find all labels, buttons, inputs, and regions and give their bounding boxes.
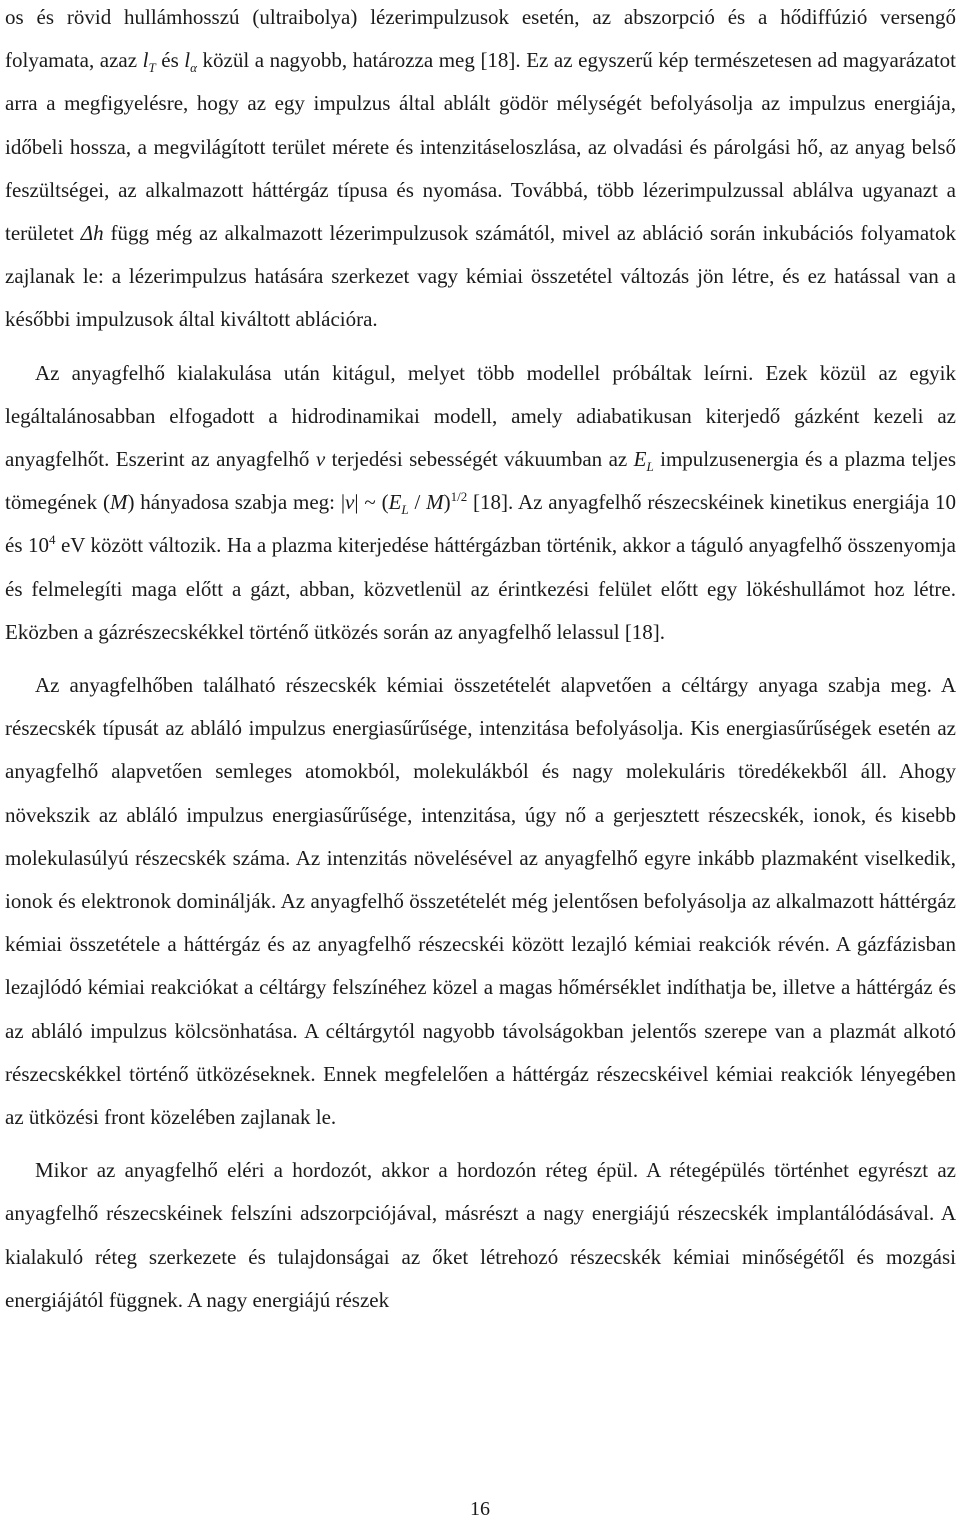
text-run: | ~ ( <box>354 490 389 515</box>
text-run: eV között változik. Ha a plazma kiterjedése háttérgázban történik, akkor a táguló anyagfelhő összenyomja és felmelegíti maga előtt a gázt, abban, közvetlenül az érintkezési felület előtt egy lökéshullámot hoz létre. Eközben a gázrészecskékkel történő ütközés során az anyagfelhő lelassul [18]. <box>5 533 956 644</box>
text-run: függ még az alkalmazott lézerimpulzusok számától, mivel az abláció során inkubációs folyamatok zajlanak le: a lézerimpulzus hatására szerkezet vagy kémiai összetétel változás jön létre, és ez hatással van a későbbi impulzusok által kiváltott ablációra. <box>5 221 957 332</box>
text-run: E <box>388 490 402 515</box>
text-run: Δh <box>80 221 104 246</box>
text-run: Az anyagfelhő kialakulása után kitágul, melyet több modellel próbáltak leírni. Ezek közül az egyik legáltalánosabban elfogadott a hidrodinamikai modell, amely adiabatikusan kiterjedő gázként kezeli az anyagfelhőt. Eszerint az anyagfelhő <box>5 360 956 472</box>
text-run: v <box>315 447 326 472</box>
text-run: M <box>426 490 444 515</box>
text-run: 4 <box>48 532 56 548</box>
text-run: L <box>401 502 409 518</box>
text-run: l <box>184 48 191 73</box>
text-run: ) <box>443 490 451 515</box>
text-run: α <box>190 60 197 76</box>
text-run: T <box>148 60 156 76</box>
text-run: L <box>646 459 654 475</box>
text-run: ) hányadosa szabja meg: | <box>127 490 346 515</box>
text-run: terjedési sebességét vákuumban az <box>325 447 634 472</box>
text-run: / <box>408 490 427 515</box>
text-run: közül a nagyobb, határozza meg [18]. Ez az egyszerű kép természetesen ad magyarázatot arra a megfigyelésre, hogy az egy impulzus által ablált gödör mélységét befolyásolja az impulzus energiája, időbeli hossza, a megvilágított terület mérete és intenzitáseloszlása, az olvadási és párolgási hő, az anyag belső feszültségei, az alkalmazott háttérgáz típusa és nyomása. Továbbá, több lézerimpulzussal ablálva ugyanazt a területet <box>5 48 956 246</box>
text-run: Mikor az anyagfelhő eléri a hordozót, akkor a hordozón réteg épül. A rétegépülés történhet egyrészt az anyagfelhő részecskéinek felszíni adszorpciójával, másrészt a nagy energiájú részecskék implantálódásával. A kialakuló réteg szerkezete és tulajdonságai az őket létrehozó részecskék kémiai minőségétől és mozgási energiájától függnek. A nagy energiájú részek <box>5 1158 956 1312</box>
page-number: 16 <box>470 1498 490 1520</box>
text-run: impulzusenergia és a plazma teljes tömegének ( <box>5 447 956 515</box>
text-run: [18]. Az anyagfelhő részecskéinek kinetikus energiája 10 és 10 <box>5 490 956 558</box>
text-run: l <box>142 48 149 73</box>
text-run: M <box>109 490 128 515</box>
text-run: os és rövid hullámhosszú (ultraibolya) lézerimpulzusok esetén, az abszorpció és a hődiffúzió versengő folyamata, azaz <box>5 5 956 73</box>
paragraph-4 <box>5 1149 956 1322</box>
text-run: 1/2 <box>450 489 468 505</box>
paragraph-1 <box>5 0 956 342</box>
paragraph-2 <box>5 352 956 654</box>
body-text <box>5 0 956 1322</box>
paragraph-3 <box>5 664 956 1139</box>
text-run: Az anyagfelhőben található részecskék kémiai összetételét alapvetően a céltárgy anyaga szabja meg. A részecskék típusát az abláló impulzus energiasűrűsége, intenzitása befolyásolja. Kis energiasűrűségek esetén az anyagfelhő alapvetően semleges atomokból, molekulákból és nagy molekuláris töredékekből áll. Ahogy növekszik az abláló impulzus energiasűrűsége, intenzitása, úgy nő a gerjesztett részecskék, ionok, és kisebb molekulasúlyú részecskék száma. Az intenzitás növelésével az anyagfelhő egyre inkább plazmaként viselkedik, ionok és elektronok dominálják. Az anyagfelhő összetételét még jelentősen befolyásolja az alkalmazott háttérgáz kémiai összetétele a háttérgáz és az anyagfelhő részecskéi között lezajló kémiai reakciók révén. A gázfázisban lezajlódó kémiai reakciókat a céltárgy felszínéhez közel a magas hőmérséklet indíthatja be, illetve a háttérgáz és az abláló impulzus kölcsönhatása. A céltárgytól nagyobb távolságokban jelentős szerepe van a plazmát alkotó részecskékkel történő ütközéseknek. Ennek megfelelően a háttérgáz részecskéivel kémiai reakciók lényegében az ütközési front közelében zajlanak le. <box>5 673 956 1130</box>
text-run: és <box>155 48 185 73</box>
text-run: E <box>633 447 647 472</box>
text-run: v <box>345 490 355 515</box>
